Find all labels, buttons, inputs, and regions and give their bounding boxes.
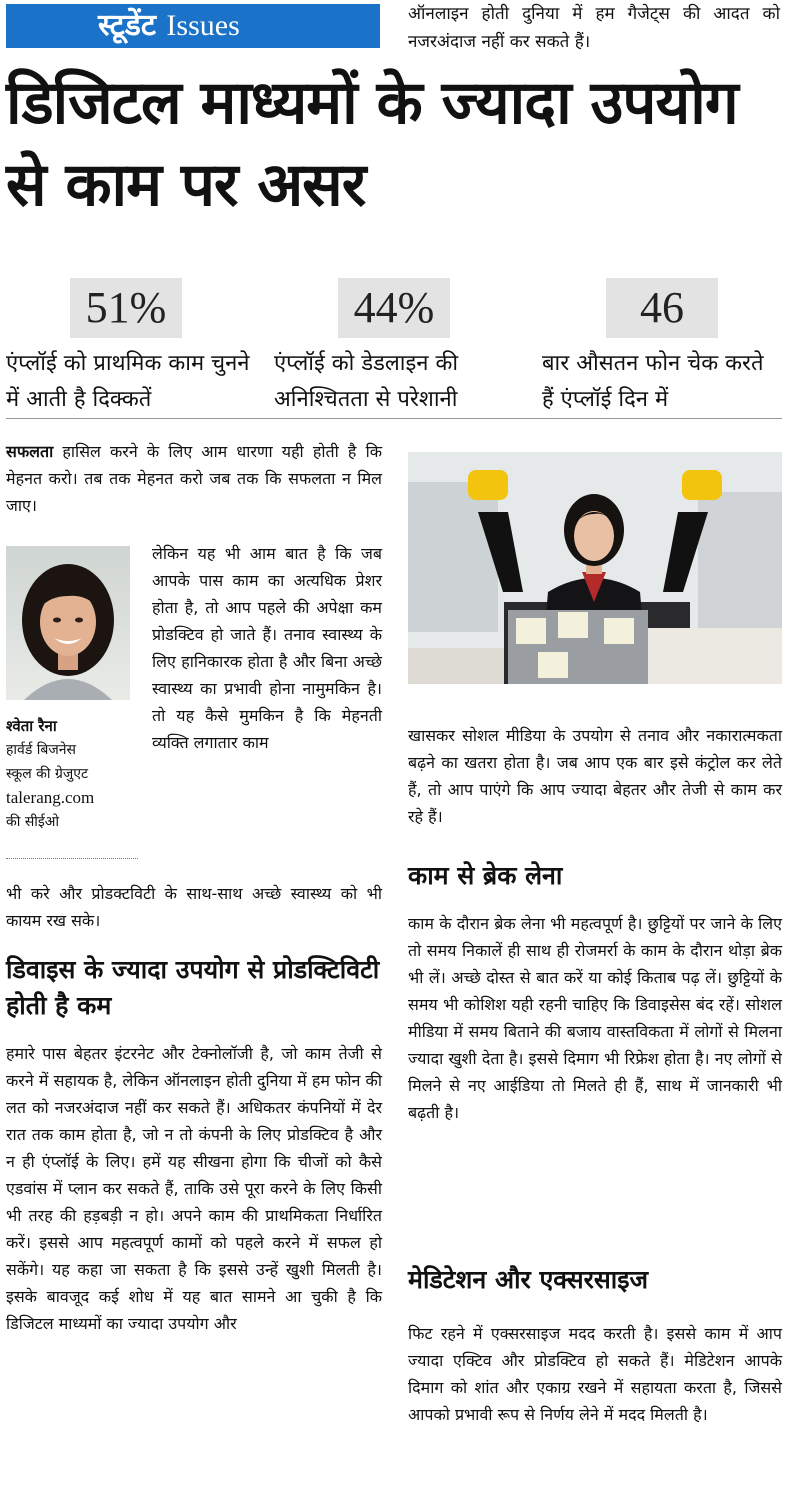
author-line-2: स्कूल की ग्रेजुएट xyxy=(6,766,89,782)
article-photo-illustration xyxy=(408,452,782,684)
author-site: talerang.com xyxy=(6,788,95,807)
article-photo xyxy=(408,452,782,684)
stat-text-2: एंप्लॉई को डेडलाइन की अनिश्चितता से परेशानी xyxy=(274,351,459,412)
intro-after-photo: भी करे और प्रोडक्टविटी के साथ-साथ अच्छे स्वास्थ्य को भी कायम रख सके। xyxy=(6,884,382,930)
intro-lead-word: सफलता xyxy=(6,442,54,461)
break-body: काम के दौरान ब्रेक लेना भी महत्वपूर्ण है। छुट्टियों पर जाने के लिए तो समय निकालें ही साथ ही रोजमर्रा के काम के दौरान थोड़ा ब्रेक भी लें। अच्छे दोस्त से बात करें या कोई किताब पढ़ लें। छुट्टियों के समय भी कोशिश यही रहनी चाहिए कि डिवाइसेस बंद रहें। सोशल मीडिया में समय बिताने की बजाय वास्तविकता में लोगों से मिलना ज्यादा खुशी देता है। इससे दिमाग भी रिफ्रेश होता है। नए लोगों से मिलने से नए आईडिया तो मिलते ही हैं, साथ में जानकारी भी बढ़ती है। xyxy=(408,914,782,1122)
devices-heading: डिवाइस के ज्यादा उपयोग से प्रोडक्टिविटी होती है कम xyxy=(6,955,380,1020)
devices-body: हमारे पास बेहतर इंटरनेट और टेक्नोलॉजी है, जो काम तेजी से करने में सहायक है, लेकिन ऑनलाइन होती दुनिया में हम फोन की लत को नजरअंदाज नहीं कर सकते हैं। अधिकतर कंपनियों में देर रात तक काम होता है, जो न तो कंपनी के लिए प्रोडक्टिव है और न ही एंप्लॉई के लिए। हमें यह सीखना होगा कि चीजों को कैसे एडवांस में प्लान कर सकते हैं, ताकि उसे पूरा करने के लिए किसी भी तरह की हड़बड़ी न हो। अपने काम की प्राथमिकता निर्धारित करें। इससे आप महत्वपूर्ण कामों को पहले करने में सफल हो सकेंगे। यह कहा जा सकता है कि इससे उन्हें खुशी मिलती है। इसके बावजूद कई शोध में यह बात सामने आ चुकी है कि डिजिटल माध्यमों का ज्यादा उपयोग और xyxy=(6,1044,382,1333)
stat-value-3: 46 xyxy=(606,278,718,338)
stat-value-2: 44% xyxy=(338,278,450,338)
author-divider xyxy=(6,858,138,859)
break-heading: काम से ब्रेक लेना xyxy=(408,861,563,890)
section-banner-english: Issues xyxy=(166,9,240,42)
top-note: ऑनलाइन होती दुनिया में हम गैजेट्स की आदत को नजरअंदाज नहीं कर सकते हैं। xyxy=(408,4,780,52)
intro-opening xyxy=(6,438,382,519)
author-photo-illustration xyxy=(6,546,130,700)
author-name: श्वेता रैना xyxy=(6,717,57,735)
intro-opening-text: हासिल करने के लिए आम धारणा यही होती है कि मेहनत करो। तब तक मेहनत करो जब तक कि सफलता न मिल जाए। xyxy=(6,442,382,515)
stat-text-1: एंप्लॉई को प्राथमिक काम चुनने में आती है दिक्कतें xyxy=(6,351,250,412)
author-photo xyxy=(6,546,130,700)
stat-text-3: बार औसतन फोन चेक करते हैं एंप्लॉई दिन में xyxy=(542,351,764,412)
section-banner-hindi: स्टूडेंट xyxy=(98,8,156,43)
stat-value-1: 51% xyxy=(70,278,182,338)
stats-divider xyxy=(6,418,782,419)
author-line-1: हार्वर्ड बिजनेस xyxy=(6,742,77,758)
meditation-heading: मेडिटेशन और एक्सरसाइज xyxy=(408,1265,649,1294)
section-banner xyxy=(6,4,380,48)
author-role: की सीईओ xyxy=(6,814,60,830)
intro-beside-photo: लेकिन यह भी आम बात है कि जब आपके पास काम का अत्यधिक प्रेशर होता है, तो आप पहले की अपेक्षा कम प्रोडक्टिव हो जाते हैं। तनाव स्वास्थ्य के लिए हानिकारक होता है और बिना अच्छे स्वास्थ्य का प्रभावी होना नामुमकिन है। तो यह कैसे मुमकिन है कि मेहनती व्यक्ति लगातार काम xyxy=(152,544,382,752)
meditation-body: फिट रहने में एक्सरसाइज मदद करती है। इससे काम में आप ज्यादा एक्टिव और प्रोडक्टिव हो सकते हैं। मेडिटेशन आपके दिमाग को शांत और एकाग्र रखने में सहायता करता है, जिससे आपको प्रभावी रूप से निर्णय लेने में मदद मिलती है। xyxy=(408,1324,782,1424)
social-body: खासकर सोशल मीडिया के उपयोग से तनाव और नकारात्मकता बढ़ने का खतरा होता है। जब आप एक बार इसे कंट्रोल कर लेते हैं, तो आप पाएंगे कि आप ज्यादा बेहतर और तेजी से काम कर रहे हैं। xyxy=(408,726,782,826)
page-title: डिजिटल माध्यमों के ज्यादा उपयोग से काम पर असर xyxy=(6,68,738,220)
author-byline xyxy=(6,714,140,834)
